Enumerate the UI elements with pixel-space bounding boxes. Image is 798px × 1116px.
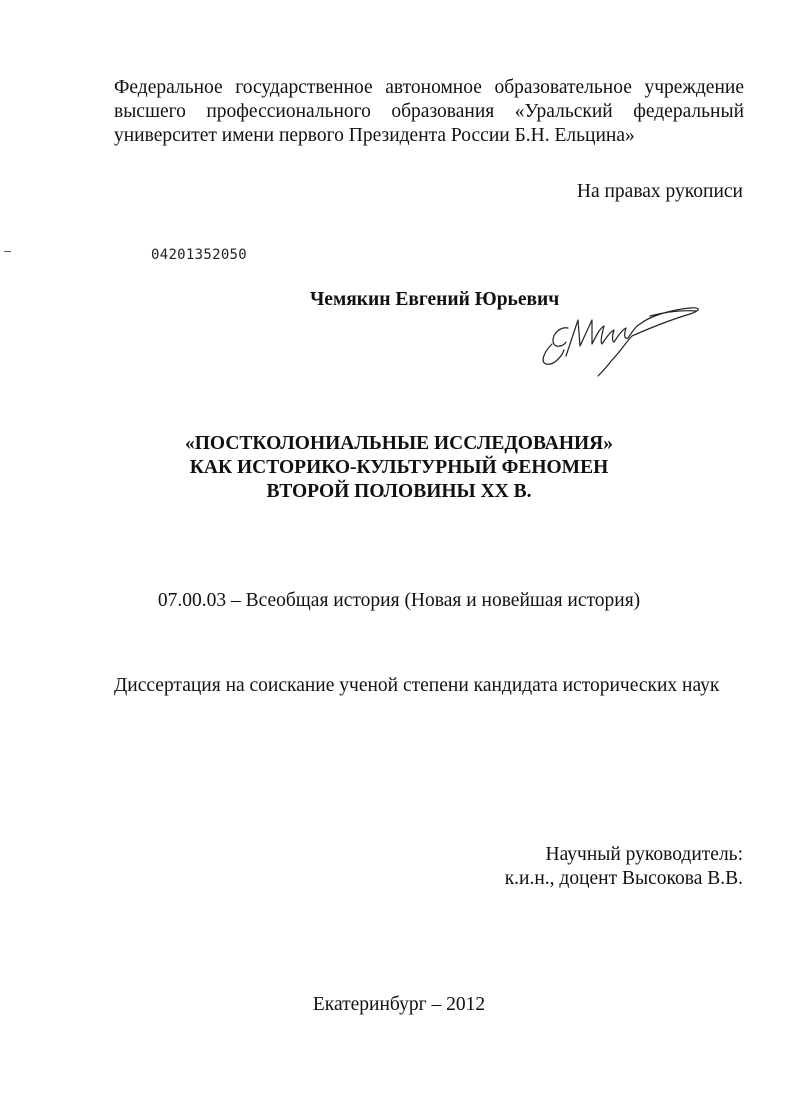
margin-mark [4,251,11,252]
scientific-advisor [505,843,743,891]
institution-line-3: университет имени первого Президента России Б.Н. Ельцина» [114,125,635,146]
institution-name [114,76,744,148]
specialty-code: 07.00.03 – Всеобщая история (Новая и новейшая история) [157,590,641,611]
advisor-name: к.и.н., доцент Высокова В.В. [504,868,743,889]
place-and-year: Екатеринбург – 2012 [312,994,486,1015]
title-line-1: «ПОСТКОЛОНИАЛЬНЫЕ ИССЛЕДОВАНИЯ» [185,433,613,454]
title-line-3: ВТОРОЙ ПОЛОВИНЫ XX В. [266,481,532,502]
institution-line-1: Федеральное государственное автономное образовательное учреждение [114,77,744,98]
title-line-2: КАК ИСТОРИКО-КУЛЬТУРНЫЙ ФЕНОМЕН [189,457,609,478]
manuscript-rights-label: На правах рукописи [576,181,743,202]
handwritten-signature-icon [540,298,705,378]
dissertation-title [0,432,798,504]
author-name: Чемякин Евгений Юрьевич [310,289,560,310]
dissertation-type: Диссертация на соискание ученой степени кандидата исторических наук [114,675,720,696]
institution-line-2: высшего профессионального образования «Уральский федеральный [114,101,744,122]
advisor-label: Научный руководитель: [545,844,743,865]
registry-code: 04201352050 [151,247,248,263]
